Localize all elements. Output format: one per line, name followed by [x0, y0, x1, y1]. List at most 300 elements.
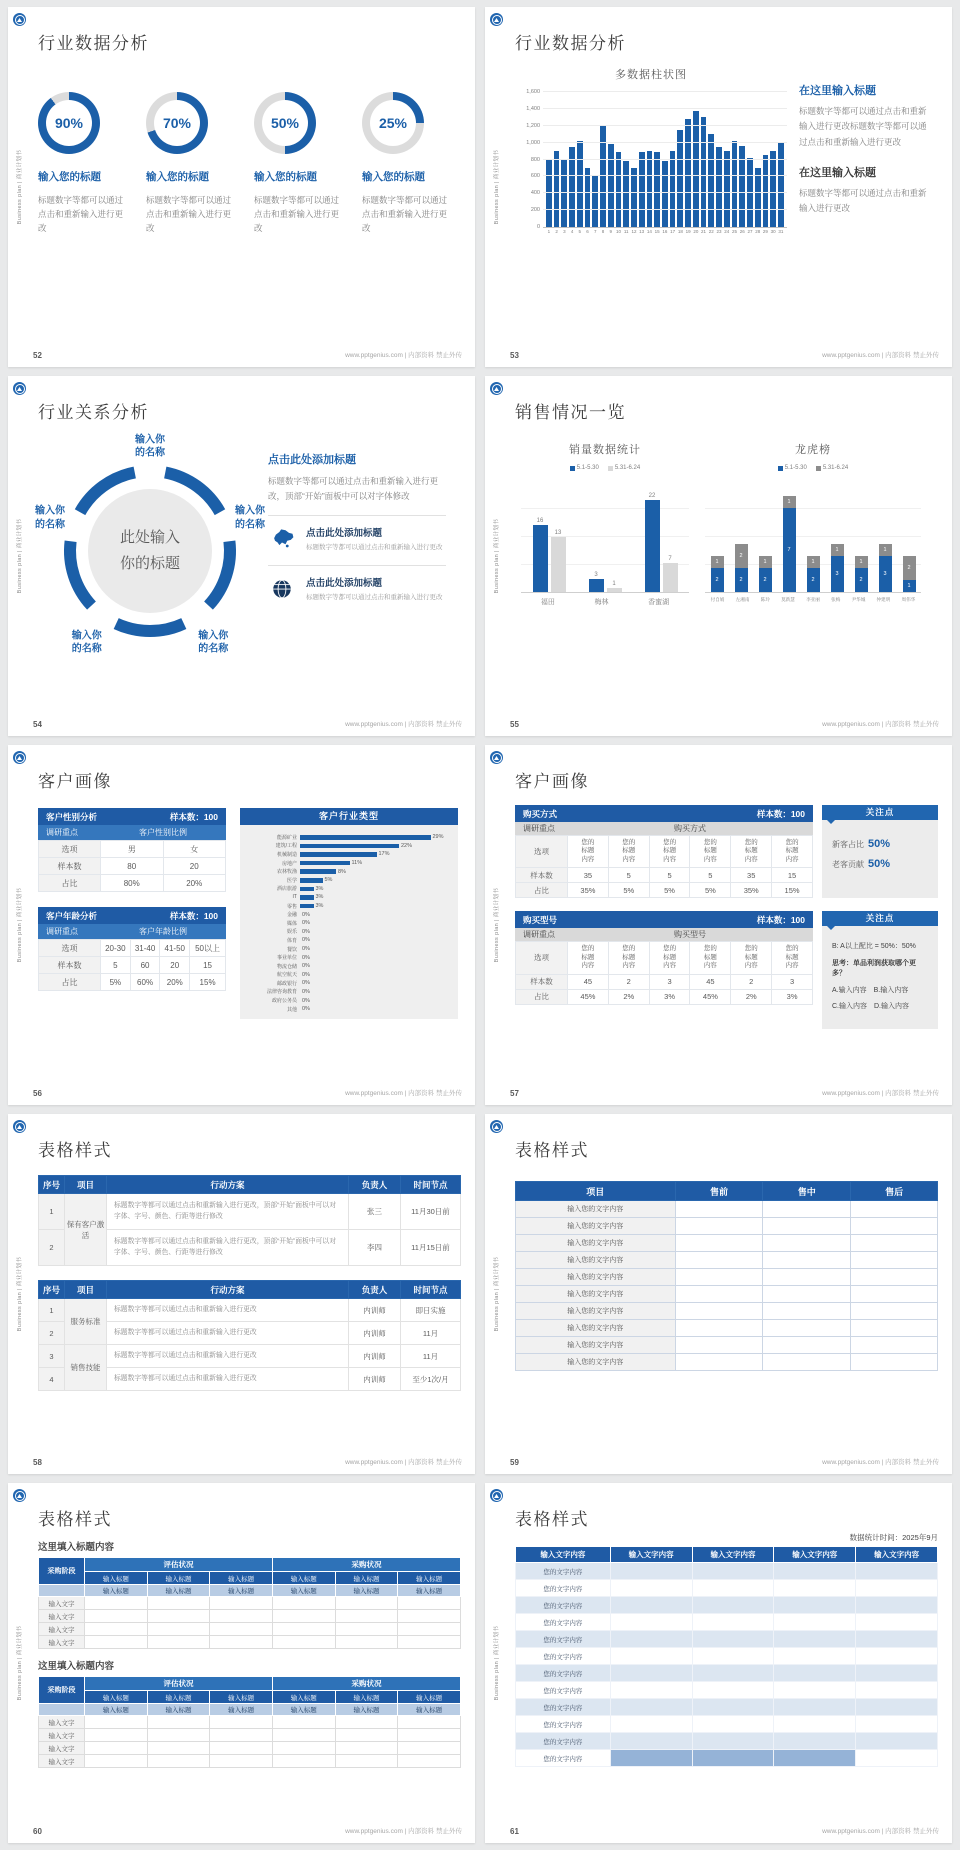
- table-header-cell: 输入文字内容: [516, 1547, 611, 1563]
- table-header-row: [39, 1572, 461, 1585]
- table-cell: 您的文字内容: [516, 1614, 611, 1631]
- table-cell: [147, 1597, 210, 1610]
- x-axis-tick: 10: [615, 229, 621, 234]
- table-cell: [335, 1729, 398, 1742]
- slide-55-thumbnail[interactable]: [485, 376, 952, 736]
- table-row: [39, 1299, 461, 1322]
- bar-with-label: [551, 530, 566, 592]
- slide-page-number: 54: [33, 720, 42, 729]
- profile-section: [38, 808, 461, 1019]
- hbar-value: 5%: [324, 877, 333, 884]
- table-cell: 至少1次/月: [401, 1368, 461, 1391]
- table-subheader-cell: 输入标题: [335, 1704, 398, 1716]
- table-group-header: 采购状况: [272, 1677, 460, 1691]
- stacked-segment-gray: 1: [855, 556, 868, 568]
- brand-logo-icon: [13, 751, 26, 764]
- option-text: 您的标题内容: [581, 839, 595, 863]
- bar: [778, 143, 784, 227]
- slide-53-thumbnail[interactable]: [485, 7, 952, 367]
- table-cell: 标题数字等都可以通过点击和重新输入进行更改，顶部“开始”面板中可以对字体、字号、颜色、行距等进行修改: [107, 1230, 349, 1266]
- gridline: [543, 192, 787, 193]
- table-cell: 60: [130, 957, 160, 974]
- bar-value: 7: [668, 555, 672, 562]
- slide-59-thumbnail[interactable]: [485, 1114, 952, 1474]
- table-sample: 样本数：100: [169, 811, 218, 822]
- hbar-label: 航空航天: [276, 972, 297, 979]
- x-axis-tick: 20: [693, 229, 699, 234]
- donut-heading: 输入您的标题: [146, 171, 209, 183]
- table-header-row: [39, 1281, 461, 1299]
- slide-side-caption: Business plan | 商业计划书: [494, 1625, 500, 1701]
- table-cell: 标题数字等都可以通过点击和重新输入进行更改，顶部“开始”面板中可以对字体、字号、颜色、行距等进行修改: [107, 1194, 349, 1230]
- bar: [654, 152, 660, 227]
- hbar-row: [242, 850, 452, 859]
- table-cell: 选项: [39, 940, 101, 957]
- donut-chart: [254, 92, 316, 154]
- table-row: [516, 1235, 938, 1252]
- hbar-value: 0%: [302, 971, 310, 978]
- table-cell: 80%: [101, 875, 164, 892]
- diagram-node-label: 输入你的名称: [135, 434, 165, 459]
- table-cell: [692, 1648, 774, 1665]
- stacked-segment-gray: 1: [831, 544, 844, 556]
- table-focus-value: 客户性别比例: [139, 828, 187, 837]
- brand-logo-icon: [13, 1489, 26, 1502]
- x-axis-tick: 17: [670, 229, 676, 234]
- hbar-value: 0%: [302, 928, 310, 935]
- table-cell: 60%: [130, 974, 160, 991]
- table-cell: [851, 1269, 938, 1286]
- table-cell: [210, 1636, 273, 1649]
- table-cell: 2%: [608, 989, 649, 1004]
- table-cell: [851, 1320, 938, 1337]
- table-cell: [763, 1218, 851, 1235]
- table-header: [515, 911, 813, 928]
- table-cell: 输入文字: [39, 1610, 85, 1623]
- table-cell: 保有客户激活: [65, 1194, 107, 1266]
- bar: [589, 579, 604, 592]
- bar: [592, 176, 598, 227]
- donut-value: 25%: [370, 100, 416, 146]
- table-group-header: 评估状况: [85, 1558, 273, 1572]
- table-cell: [335, 1742, 398, 1755]
- x-axis-tick: 尹华城: [851, 597, 866, 602]
- table-row: [516, 1614, 938, 1631]
- table-subheader-cell: 输入标题: [398, 1572, 461, 1585]
- table-cell: [692, 1631, 774, 1648]
- table-subheader-cell: 输入标题: [335, 1691, 398, 1704]
- table-group-header: 采购状况: [272, 1558, 460, 1572]
- table-body: [515, 941, 813, 1004]
- table-header-cell: 负责人: [349, 1281, 401, 1299]
- table-cell: [772, 942, 813, 974]
- table-cell: [856, 1614, 938, 1631]
- table-sample: 样本数：100: [169, 910, 218, 921]
- table-cell: 输入文字: [39, 1597, 85, 1610]
- slide-side-caption: Business plan | 商业计划书: [17, 887, 23, 963]
- table-corner-cell: 采购阶段: [39, 1677, 85, 1704]
- table-cell: [675, 1354, 763, 1371]
- hbar-value: 0%: [302, 1006, 310, 1013]
- slide-page-number: 58: [33, 1458, 42, 1467]
- diagram-node-label: 输入你的名称: [234, 505, 265, 531]
- callout-item-text: [306, 575, 443, 603]
- bar: [677, 130, 683, 227]
- hbar-label: 事业单位: [276, 955, 297, 962]
- x-axis-tick: 30: [770, 229, 776, 234]
- hbar-row: [242, 988, 452, 997]
- relation-section: [35, 429, 461, 655]
- relation-diagram: [35, 434, 265, 655]
- hbar-row: [242, 910, 452, 919]
- bar: [755, 168, 761, 227]
- y-axis-tick: 800: [530, 156, 540, 163]
- table-cell: [210, 1623, 273, 1636]
- page-title: 表格样式: [38, 1141, 112, 1160]
- table-cell: 15: [190, 957, 226, 974]
- table-cell: [85, 1597, 148, 1610]
- brand-logo-icon: [13, 1120, 26, 1133]
- slide-58-thumbnail[interactable]: [8, 1114, 475, 1474]
- table-cell: [690, 836, 731, 868]
- callout-title: 关注点: [822, 911, 938, 926]
- stacked-bar: [735, 544, 748, 592]
- hbar-value: 0%: [302, 980, 310, 987]
- hbar-row: [242, 893, 452, 902]
- table-cell: [568, 836, 609, 868]
- table-cell: 15%: [190, 974, 226, 991]
- table-cell: 标题数字等都可以通过点击和重新输入进行更改: [107, 1368, 349, 1391]
- stacked-segment-gray: 2: [735, 544, 748, 568]
- stacked-segment-blue: 2: [807, 568, 820, 592]
- table-row: [516, 1286, 938, 1303]
- table-cell: 选项: [516, 836, 568, 868]
- table-cell: 输入文字: [39, 1623, 85, 1636]
- table-header-cell: 输入文字内容: [774, 1547, 856, 1563]
- table-header-cell: 时间节点: [401, 1176, 461, 1194]
- bar: [708, 134, 714, 227]
- table-cell: [675, 1269, 763, 1286]
- bar: [639, 152, 645, 227]
- table-cell: 输入您的文字内容: [516, 1320, 676, 1337]
- table-cell: [856, 1750, 938, 1767]
- hbar-row: [242, 859, 452, 868]
- slide-page-number: 59: [510, 1458, 519, 1467]
- stacked-segment-blue: 2: [759, 568, 772, 592]
- table-cell: [774, 1716, 856, 1733]
- x-axis-tick: 23: [716, 229, 722, 234]
- table-cell: 您的文字内容: [516, 1682, 611, 1699]
- hbar-value: 29%: [432, 834, 444, 841]
- donut-card: [254, 92, 352, 235]
- chart-plot: [705, 481, 921, 593]
- table-cell: 3: [39, 1345, 65, 1368]
- hbar-label: 金融: [286, 912, 297, 919]
- hbar-value: 22%: [401, 842, 413, 849]
- table-cell: 选项: [516, 942, 568, 974]
- table-cell: [692, 1750, 774, 1767]
- x-axis-tick: 8: [601, 229, 605, 234]
- table-row: [516, 942, 813, 974]
- bar: [732, 141, 738, 227]
- slide-57-thumbnail[interactable]: [485, 745, 952, 1105]
- slide-footer-site: www.pptgenius.com | 内部资料 禁止外传: [822, 352, 939, 359]
- table-cell: [610, 1699, 692, 1716]
- bar: [685, 119, 691, 227]
- donut-heading: 输入您的标题: [254, 171, 317, 183]
- table-subheader: [38, 825, 226, 840]
- table-subheader: [38, 924, 226, 939]
- page-title: 客户画像: [38, 772, 112, 791]
- table-subheader-cell: 输入标题: [85, 1704, 148, 1716]
- focus-callout: [822, 805, 938, 898]
- table-cell: 样本数: [516, 868, 568, 883]
- x-axis: [521, 597, 689, 607]
- page-title: 行业数据分析: [515, 34, 626, 53]
- legend-swatch: [608, 466, 613, 471]
- hbar-row: [242, 962, 452, 971]
- bar-with-label: [533, 518, 548, 592]
- table-subheader-cell: 输入标题: [210, 1691, 273, 1704]
- table-cell: [856, 1682, 938, 1699]
- table-cell: [856, 1716, 938, 1733]
- table-subheader: [515, 928, 813, 941]
- table-cell: 您的文字内容: [516, 1563, 611, 1580]
- slide-page-number: 61: [510, 1827, 519, 1836]
- x-axis-tick: 14: [646, 229, 652, 234]
- hbar-value: 3%: [315, 885, 324, 892]
- donut-heading: 输入您的标题: [38, 171, 101, 183]
- table-cell: 选项: [39, 841, 101, 858]
- bar-value: 16: [536, 517, 544, 524]
- callout-text: 思考：单品利润获取哪个更多？: [832, 959, 916, 978]
- x-axis-tick: 28: [755, 229, 761, 234]
- table-focus-label: 调研重点: [46, 927, 78, 936]
- section-heading: 在这里输入标题: [799, 166, 876, 179]
- callout-stat-value: 50%: [868, 858, 891, 870]
- hbar-row: [242, 885, 452, 894]
- table-cell: 李四: [349, 1230, 401, 1266]
- table-row: [516, 1580, 938, 1597]
- table-cell: 样本数: [516, 974, 568, 989]
- table-cell: [272, 1716, 335, 1729]
- bar: [533, 525, 548, 592]
- table-cell: 41-50: [160, 940, 190, 957]
- table-sample: 样本数：100: [756, 914, 805, 925]
- x-axis-tick: 7: [594, 229, 597, 234]
- option-text: 您的标题内容: [581, 945, 595, 970]
- hbar-label: 建筑/工程: [275, 843, 297, 850]
- callout-item: [268, 565, 446, 606]
- table-cell: [774, 1648, 856, 1665]
- slide-page-number: 57: [510, 1089, 519, 1098]
- x-axis-tick: 24: [724, 229, 730, 234]
- table-cell: [763, 1235, 851, 1252]
- hbar-label: 房地产: [281, 860, 297, 867]
- table-cell: [675, 1252, 763, 1269]
- x-axis-tick: 25: [731, 229, 737, 234]
- slide-56-thumbnail[interactable]: [8, 745, 475, 1105]
- globe-icon: [268, 577, 298, 606]
- table-cell: [335, 1597, 398, 1610]
- table-cell: [692, 1563, 774, 1580]
- table-cell: 5%: [608, 883, 649, 898]
- diagram-node-label: 输入你的名称: [198, 630, 229, 655]
- table-cell: 50以上: [190, 940, 226, 957]
- table-cell: [774, 1733, 856, 1750]
- slide-side-caption: Business plan | 商业计划书: [17, 1256, 23, 1332]
- bar: [608, 144, 614, 227]
- hbar-value: 3%: [315, 894, 324, 901]
- gridline: [543, 142, 787, 143]
- hbar-row: [242, 919, 452, 928]
- table-subheader-cell: 输入标题: [147, 1572, 210, 1585]
- table-row: [516, 1563, 938, 1580]
- table-row: [39, 1755, 461, 1768]
- hbar-row: [242, 979, 452, 988]
- table-cell: 5: [690, 868, 731, 883]
- table-header-cell: 售前: [675, 1182, 763, 1201]
- focus-callout: [822, 911, 938, 1029]
- table-cell: [675, 1303, 763, 1320]
- bar: [300, 878, 323, 883]
- table-cell: [272, 1610, 335, 1623]
- bar: [647, 151, 653, 227]
- hbar-label: 医学: [286, 877, 297, 884]
- table-cell: [772, 836, 813, 868]
- table-cell: 即日实施: [401, 1299, 461, 1322]
- bar-value: 3: [594, 572, 598, 579]
- table-cell: [675, 1286, 763, 1303]
- x-axis-tick: 11: [623, 229, 629, 234]
- brand-logo-icon: [490, 382, 503, 395]
- table-row: [516, 974, 813, 989]
- table-focus-label: 调研重点: [523, 930, 555, 940]
- table-cell: [398, 1623, 461, 1636]
- callout-item-body: 标题数字等都可以通过点击和重新输入进行更改: [306, 543, 443, 551]
- table-cell: [774, 1665, 856, 1682]
- x-axis-tick: 4: [570, 229, 574, 234]
- slide-61-thumbnail[interactable]: [485, 1483, 952, 1843]
- table-header-row: [39, 1704, 461, 1716]
- stacked-bar-chart: [705, 441, 921, 607]
- table-header-row: [516, 1182, 938, 1201]
- option-text: 您的标题内容: [744, 945, 758, 970]
- donut-value: 70%: [154, 100, 200, 146]
- table-cell: [856, 1665, 938, 1682]
- table-cell: [774, 1563, 856, 1580]
- x-axis-tick: 13: [639, 229, 645, 234]
- table-cell: 2: [39, 1322, 65, 1345]
- donut-card: [362, 92, 460, 235]
- chart-title: 销量数据统计: [569, 444, 641, 456]
- slide-side-caption: Business plan | 商业计划书: [494, 1256, 500, 1332]
- table-row: [516, 1303, 938, 1320]
- table-header: [515, 805, 813, 822]
- table-row: [39, 1729, 461, 1742]
- table-header: [38, 808, 226, 825]
- hbar-label: 娱乐: [286, 929, 297, 936]
- table-cell: [692, 1699, 774, 1716]
- slide-60-thumbnail[interactable]: [8, 1483, 475, 1843]
- table-cell: [85, 1623, 148, 1636]
- table-cell: [398, 1755, 461, 1768]
- donut-chart: [38, 92, 100, 154]
- table-cell: 35%: [568, 883, 609, 898]
- callout-item-heading: 点击此处添加标题: [306, 527, 383, 539]
- x-axis-tick: 莫新慧: [781, 597, 795, 602]
- x-axis-tick: 19: [685, 229, 691, 234]
- side-text-column: [268, 451, 446, 653]
- donut-body-text: 标题数字等都可以通过点击和重新输入进行更改: [38, 195, 124, 234]
- bar: [300, 904, 314, 909]
- bar-group: [533, 518, 566, 592]
- purchase-block: [515, 805, 938, 898]
- hbar-value: 11%: [351, 860, 363, 867]
- table-cell: [335, 1623, 398, 1636]
- sales-charts: [515, 441, 938, 607]
- callout-item-heading: 点击此处添加标题: [306, 577, 383, 589]
- table-cell: [610, 1614, 692, 1631]
- bar: [300, 844, 399, 849]
- table-header-row: [39, 1176, 461, 1194]
- table-cell: 占比: [516, 883, 568, 898]
- hbar-row: [242, 928, 452, 937]
- legend-item: 5.1-5.30: [570, 465, 599, 471]
- table-header-row: [39, 1677, 461, 1691]
- slide-52-thumbnail[interactable]: [8, 7, 475, 367]
- table-corner-cell: 采购阶段: [39, 1558, 85, 1585]
- x-axis-tick: 李亚丽: [806, 597, 820, 602]
- table-cell: 销售技能: [65, 1345, 107, 1391]
- table-row: [516, 1665, 938, 1682]
- section-label: 这里填入标题内容: [38, 1542, 115, 1553]
- table-header-row: [516, 1547, 938, 1563]
- bar-with-label: [645, 493, 660, 592]
- table-cell: [856, 1631, 938, 1648]
- bar: [551, 537, 566, 592]
- x-axis-tick: 22: [708, 229, 714, 234]
- donut-chart: [362, 92, 424, 154]
- table-cell: [675, 1218, 763, 1235]
- slide-54-thumbnail[interactable]: [8, 376, 475, 736]
- table-cell: 输入文字: [39, 1742, 85, 1755]
- callout-item-body: 标题数字等都可以通过点击和重新输入进行更改: [306, 593, 443, 601]
- slide-page-number: 52: [33, 351, 42, 360]
- table-cell: [610, 1750, 692, 1767]
- stacked-bar: [759, 556, 772, 592]
- hbar-value: 0%: [302, 954, 310, 961]
- table-row: [39, 1194, 461, 1230]
- x-axis-tick: 1: [547, 229, 551, 234]
- diagram-node-label: 输入你的名称: [71, 630, 102, 655]
- option-text: 您的标题内容: [703, 839, 717, 863]
- table-cell: [763, 1286, 851, 1303]
- donut-body-text: 标题数字等都可以通过点击和重新输入进行更改: [146, 195, 232, 234]
- bar: [663, 563, 678, 592]
- data-table: [38, 808, 226, 892]
- table-cell: 内训师: [349, 1345, 401, 1368]
- page-title: 表格样式: [38, 1510, 112, 1529]
- table-row: [516, 1716, 938, 1733]
- page-title: 销售情况一览: [515, 403, 626, 422]
- x-axis-tick: 张梅: [831, 597, 841, 602]
- table-cell: 5: [101, 957, 131, 974]
- callout-heading: 点击此处添加标题: [268, 454, 356, 466]
- option-text: 您的标题内容: [744, 839, 758, 863]
- table-header-cell: 序号: [39, 1281, 65, 1299]
- bar-group: [645, 493, 678, 592]
